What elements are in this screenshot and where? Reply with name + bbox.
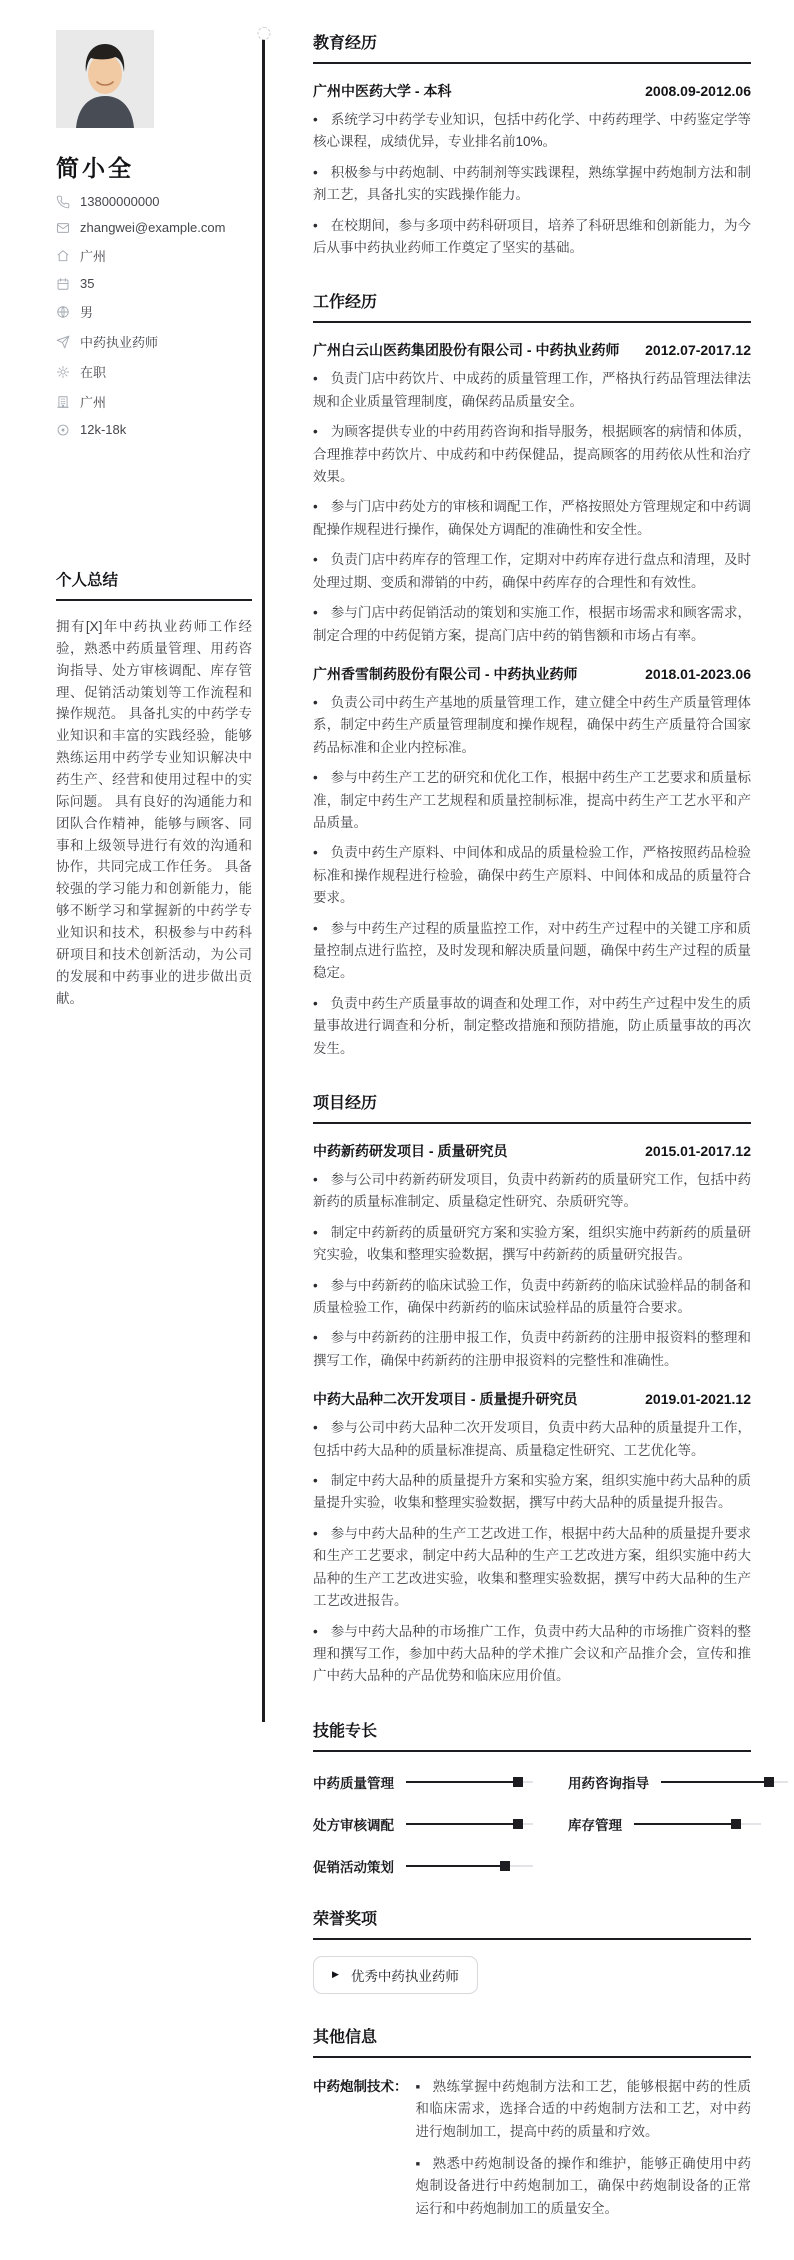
contact-list	[56, 194, 252, 437]
honor-badges	[313, 1956, 751, 1994]
bullet-item: • 参与公司中药大品种二次开发项目，负责中药大品种的质量提升工作，包括中药大品种的质量标准提高、质量稳定性研究、工艺优化等。	[313, 1417, 751, 1462]
section-heading: 荣誉奖项	[313, 1906, 751, 1940]
bullet-list	[313, 109, 751, 259]
slider-fill	[634, 1823, 736, 1825]
gender-icon	[56, 305, 70, 319]
entry	[313, 1389, 751, 1687]
bullet-item: • 制定中药大品种的质量提升方案和实验方案，组织实施中药大品种的质量提升实验，收集和整理实验数据，撰写中药大品种的质量提升报告。	[313, 1470, 751, 1515]
contact-value: 广州	[80, 395, 107, 410]
slider-fill	[661, 1781, 769, 1783]
other-bullet-item: ▪ 熟悉中药炮制设备的操作和维护，能够正确使用中药炮制设备进行中药炮制加工，确保中药炮制设备的正常运行和中药炮制加工的质量安全。	[416, 2153, 752, 2220]
slider-handle[interactable]	[513, 1819, 523, 1829]
skill-label: 处方审核调配	[313, 1817, 394, 1833]
work-entries	[313, 340, 751, 1060]
contact-item	[56, 246, 252, 265]
honors-section	[313, 1906, 751, 1994]
other-bullet-list	[416, 2076, 752, 2230]
entry-title: 广州中医药大学 - 本科	[313, 83, 452, 99]
skill-slider[interactable]	[634, 1818, 761, 1830]
slider-fill	[406, 1781, 518, 1783]
job-title-icon	[56, 335, 70, 349]
bullet-item: • 负责中药生产原料、中间体和成品的质量检验工作，严格按照药品检验标准和操作规程进行检验，确保中药生产原料、中间体和成品的质量符合要求。	[313, 842, 751, 909]
project-entries	[313, 1141, 751, 1688]
slider-fill	[406, 1865, 505, 1867]
skill-row	[313, 1772, 546, 1792]
other-info-section	[313, 2024, 751, 2230]
bullet-list	[313, 692, 751, 1060]
entry-header	[313, 1389, 751, 1409]
skill-slider[interactable]	[661, 1776, 788, 1788]
entry-header	[313, 81, 751, 101]
bullet-item: • 参与中药大品种的生产工艺改进工作，根据中药大品种的质量提升要求和生产工艺要求，制定中药大品种的生产工艺改进方案，组织实施中药大品种的生产工艺改进实验，收集和整理实验数据，撰写中药大品种的生产工艺改进报告。	[313, 1523, 751, 1613]
bullet-item: • 负责门店中药饮片、中成药的质量管理工作，严格执行药品管理法律法规和企业质量管理制度，确保药品质量安全。	[313, 368, 751, 413]
entry-header	[313, 340, 751, 360]
skill-label: 库存管理	[568, 1817, 622, 1833]
salary-icon	[56, 423, 70, 437]
entry-date: 2019.01-2021.12	[645, 1391, 751, 1408]
bullet-list	[313, 368, 751, 646]
divider-ornament	[257, 27, 270, 40]
bullet-item: • 负责中药生产质量事故的调查和处理工作，对中药生产过程中发生的质量事故进行调查和分析，制定整改措施和预防措施，防止质量事故的再次发生。	[313, 993, 751, 1060]
other-info-rows	[313, 2076, 751, 2230]
summary-heading: 个人总结	[56, 568, 252, 601]
bullet-list	[313, 1417, 751, 1687]
entry-header	[313, 664, 751, 684]
honor-badge[interactable]	[313, 1956, 478, 1994]
projects-section	[313, 1090, 751, 1688]
bullet-item: • 参与中药大品种的市场推广工作，负责中药大品种的市场推广资料的整理和撰写工作，参加中药大品种的学术推广会议和产品推介会，宣传和推广中药大品种的产品优势和临床应用价值。	[313, 1621, 751, 1688]
skill-row	[568, 1772, 788, 1792]
candidate-name: 简小全	[56, 155, 134, 181]
skill-label: 促销活动策划	[313, 1859, 394, 1875]
section-heading: 技能专长	[313, 1718, 751, 1752]
education-section	[313, 30, 751, 259]
contact-item	[56, 302, 252, 321]
other-info-row	[313, 2076, 751, 2230]
contact-item	[56, 422, 252, 437]
contact-value: 35	[80, 276, 95, 291]
bullet-item: • 负责公司中药生产基地的质量管理工作，建立健全中药生产质量管理体系，制定中药生产质量管理制度和操作规程，确保中药生产质量符合国家药品标准和企业内控标准。	[313, 692, 751, 759]
phone-icon	[56, 195, 70, 209]
summary-section	[56, 568, 252, 1009]
status-icon	[56, 365, 70, 379]
entry-date: 2008.09-2012.06	[645, 83, 751, 99]
bullet-item: • 参与中药生产工艺的研究和优化工作，根据中药生产工艺要求和质量标准，制定中药生产工艺规程和质量控制标准，提高中药生产工艺水平和产品质量。	[313, 767, 751, 834]
skills-section	[313, 1718, 751, 1876]
slider-fill	[406, 1823, 518, 1825]
skills-grid	[313, 1772, 751, 1876]
slider-handle[interactable]	[513, 1777, 523, 1787]
contact-item	[56, 362, 252, 381]
skill-slider[interactable]	[406, 1860, 533, 1872]
section-heading: 教育经历	[313, 30, 751, 64]
work-section	[313, 289, 751, 1060]
contact-value: zhangwei@example.com	[80, 220, 226, 235]
slider-handle[interactable]	[500, 1861, 510, 1871]
contact-item	[56, 194, 252, 209]
contact-value: 中药执业药师	[80, 335, 159, 350]
contact-item	[56, 332, 252, 351]
entry-title: 广州白云山医药集团股份有限公司 - 中药执业药师	[313, 342, 620, 359]
entry-date: 2018.01-2023.06	[645, 665, 751, 682]
contact-value: 13800000000	[80, 194, 160, 209]
bullet-item: • 为顾客提供专业的中药用药咨询和指导服务，根据顾客的病情和体质，合理推荐中药饮片、中成药和中药保健品，提高顾客的用药依从性和治疗效果。	[313, 421, 751, 488]
summary-text: 拥有[X]年中药执业药师工作经验，熟悉中药质量管理、用药咨询指导、处方审核调配、库存管理、促销活动策划等工作流程和操作规范。 具备扎实的中药学专业知识和丰富的实践经验，能够熟练运用中药学专业知识解决中药生产、经营和使用过程中的实际问题。 具有良好的沟通能力和团队合作精神，能够与顾客、同事和上级领导进行有效的沟通和协作，共同完成工作任务。 具备较强的学习能力和创新能力，能够不断学习和掌握新的中药学专业知识和技术，积极参与中药科研项目和技术创新活动，为公司的发展和中药事业的进步做出贡献。	[56, 619, 252, 1006]
bullet-item: • 参与门店中药处方的审核和调配工作，严格按照处方管理规定和中药调配操作规程进行操作，确保处方调配的准确性和安全性。	[313, 496, 751, 541]
home-icon	[56, 249, 70, 263]
other-bullet-item: ▪ 熟练掌握中药炮制方法和工艺，能够根据中药的性质和临床需求，选择合适的中药炮制方法和工艺，对中药进行炮制加工，提高中药的质量和疗效。	[416, 2076, 752, 2143]
bullet-item: • 制定中药新药的质量研究方案和实验方案，组织实施中药新药的质量研究实验，收集和整理实验数据，撰写中药新药的质量研究报告。	[313, 1222, 751, 1267]
contact-value: 广州	[80, 249, 107, 264]
skill-label: 中药质量管理	[313, 1775, 394, 1791]
badge-label: 优秀中药执业药师	[350, 1968, 459, 1984]
skill-slider[interactable]	[406, 1818, 533, 1830]
contact-item	[56, 392, 252, 411]
main-column	[313, 30, 751, 2260]
slider-handle[interactable]	[764, 1777, 774, 1787]
entry	[313, 664, 751, 1060]
bullet-item: • 参与中药新药的临床试验工作，负责中药新药的临床试验样品的制备和质量检验工作，确保中药新药的临床试验样品的质量符合要求。	[313, 1275, 751, 1320]
contact-value: 12k-18k	[80, 422, 127, 437]
bullet-item: • 负责门店中药库存的管理工作，定期对中药库存进行盘点和清理，及时处理过期、变质和滞销的中药，确保中药库存的合理性和有效性。	[313, 549, 751, 594]
entry-header	[313, 1141, 751, 1161]
section-heading: 其他信息	[313, 2024, 751, 2058]
skill-row	[313, 1814, 546, 1834]
slider-handle[interactable]	[731, 1819, 741, 1829]
other-info-label: 中药炮制技术：	[313, 2078, 408, 2094]
entry-date: 2012.07-2017.12	[645, 342, 751, 359]
bullet-item: • 系统学习中药学专业知识，包括中药化学、中药药理学、中药鉴定学等核心课程，成绩优异，专业排名前10%。	[313, 109, 751, 154]
company-icon	[56, 395, 70, 409]
triangle-icon: ▶	[332, 1969, 339, 1980]
section-heading: 项目经历	[313, 1090, 751, 1124]
profile-photo	[56, 30, 154, 128]
bullet-item: • 积极参与中药炮制、中药制剂等实践课程，熟练掌握中药炮制方法和制剂工艺，具备扎实的实践操作能力。	[313, 162, 751, 207]
entry	[313, 1141, 751, 1372]
entry	[313, 81, 751, 259]
bullet-item: • 参与门店中药促销活动的策划和实施工作，根据市场需求和顾客需求，制定合理的中药促销方案，提高门店中药的销售额和市场占有率。	[313, 602, 751, 647]
entry	[313, 340, 751, 646]
contact-item	[56, 276, 252, 291]
mail-icon	[56, 221, 70, 235]
bullet-item: • 参与中药生产过程的质量监控工作，对中药生产过程中的关键工序和质量控制点进行监控，及时发现和解决质量问题，确保中药生产过程的质量稳定。	[313, 918, 751, 985]
contact-value: 在职	[80, 365, 107, 380]
skill-row	[313, 1856, 546, 1876]
entry-title: 中药新药研发项目 - 质量研究员	[313, 1143, 508, 1159]
bullet-item: • 参与中药新药的注册申报工作，负责中药新药的注册申报资料的整理和撰写工作，确保中药新药的注册申报资料的完整性和准确性。	[313, 1327, 751, 1372]
column-divider	[262, 36, 265, 1722]
entry-title: 广州香雪制药股份有限公司 - 中药执业药师	[313, 665, 578, 682]
skill-slider[interactable]	[406, 1776, 533, 1788]
entry-date: 2015.01-2017.12	[645, 1143, 751, 1159]
bullet-item: • 在校期间，参与多项中药科研项目，培养了科研思维和创新能力，为今后从事中药执业药师工作奠定了坚实的基础。	[313, 215, 751, 260]
education-entries	[313, 81, 751, 259]
entry-title: 中药大品种二次开发项目 - 质量提升研究员	[313, 1391, 578, 1408]
skill-row	[568, 1814, 788, 1834]
sidebar	[56, 30, 252, 1009]
contact-value: 男	[80, 305, 94, 320]
bullet-item: • 参与公司中药新药研发项目，负责中药新药的质量研究工作，包括中药新药的质量标准制定、质量稳定性研究、杂质研究等。	[313, 1169, 751, 1214]
contact-item	[56, 220, 252, 235]
skill-label: 用药咨询指导	[568, 1775, 649, 1791]
section-heading: 工作经历	[313, 289, 751, 323]
bullet-list	[313, 1169, 751, 1372]
person-portrait-icon	[56, 30, 154, 128]
age-icon	[56, 277, 70, 291]
